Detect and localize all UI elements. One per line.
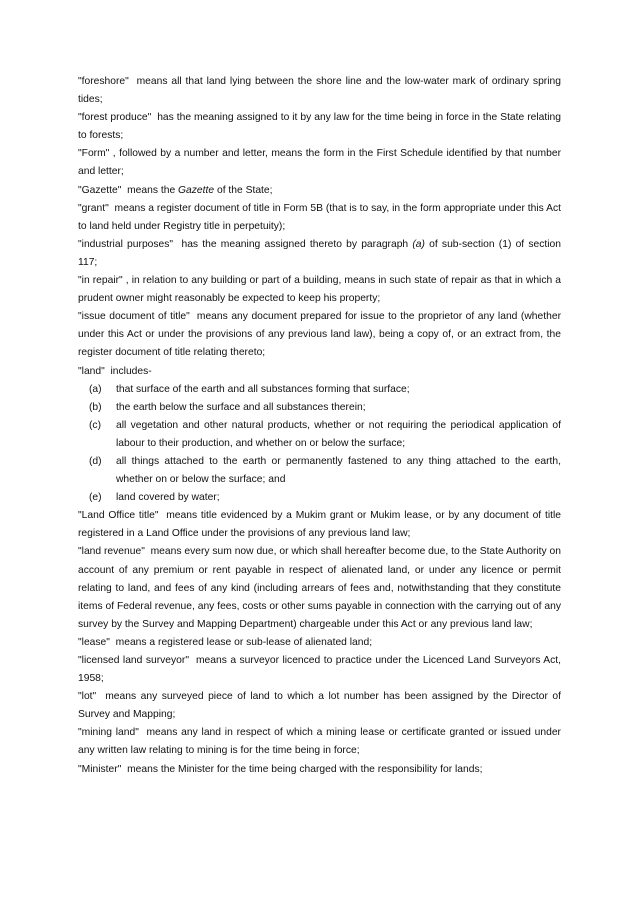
definition-text: of the State; (214, 184, 273, 196)
definition-lot (78, 688, 561, 724)
list-item-label: (c) (89, 419, 102, 431)
definition-land-revenue (78, 543, 561, 633)
definition-foreshore (78, 73, 561, 109)
list-item (78, 489, 561, 507)
list-item (78, 453, 561, 489)
definition-text: means any document prepared for issue to the proprietor of any land (whether under this Act or under the provisions of any previous land law), being a copy of, or an extract from, the register document of title relating thereto; (78, 311, 561, 359)
list-item-label: (d) (89, 455, 102, 467)
definition-term: "land revenue" (78, 546, 151, 558)
definition-term: "Gazette" (78, 184, 128, 196)
list-item-text: the earth below the surface and all substances therein; (116, 401, 366, 413)
definition-land-office-title (78, 507, 561, 543)
definition-text: means title evidenced by a Mukim grant or Mukim lease, or by any document of title registered in a Land Office under the provisions of any previous land law; (78, 510, 561, 540)
definition-text: followed by a number and letter, means the form in the First Schedule identified by that number and letter; (78, 148, 561, 178)
definition-text: of sub-section (1) of section 117; (78, 238, 561, 268)
definition-term: "in repair" , (78, 275, 132, 287)
definition-mining-land (78, 724, 561, 760)
definition-text: means any surveyed piece of land to which a lot number has been assigned by the Director of Survey and Mapping; (78, 691, 561, 721)
definition-term: "land" (78, 365, 111, 377)
list-item (78, 417, 561, 453)
land-includes-list (78, 381, 561, 508)
list-item-text: land covered by water; (116, 492, 220, 504)
list-item-label: (a) (89, 383, 102, 395)
definition-industrial-purposes (78, 236, 561, 272)
list-item (78, 399, 561, 417)
definition-emphasis: (a) (412, 238, 425, 250)
document-page (78, 73, 561, 779)
definition-term: "issue document of title" (78, 311, 197, 323)
definition-text: in relation to any building or part of a building, means in such state of repair as that in which a prudent owner might reasonably be expected to keep his property; (78, 275, 562, 305)
definition-in-repair (78, 272, 561, 308)
definition-issue-document-of-title (78, 308, 561, 362)
definition-text: means the (127, 184, 179, 196)
definition-text: means the Minister for the time being charged with the responsibility for lands; (127, 763, 483, 775)
definition-gazette (78, 182, 561, 200)
definition-forest-produce (78, 109, 561, 145)
definition-term: "Minister" (78, 763, 128, 775)
definition-text: means a surveyor licenced to practice under the Licenced Land Surveyors Act, 1958; (78, 655, 561, 685)
list-item-text: that surface of the earth and all substances forming that surface; (116, 383, 410, 395)
list-item-text: all vegetation and other natural products, whether or not requiring the periodical application of labour to their production, and whether on or below the surface; (116, 419, 561, 449)
definition-text: means a registered lease or sub-lease of alienated land; (115, 636, 373, 648)
definition-text: means all that land lying between the shore line and the low-water mark of ordinary spring tides; (78, 76, 561, 106)
definition-text: has the meaning assigned thereto by paragraph (181, 238, 413, 250)
definition-licensed-land-surveyor (78, 652, 561, 688)
definition-term: "lot" (78, 691, 106, 703)
definition-form (78, 145, 561, 181)
definition-lease (78, 634, 561, 652)
definition-term: "lease" (78, 636, 116, 648)
definition-land (78, 363, 561, 381)
definition-text: has the meaning assigned to it by any law for the time being in force in the State relating to forests; (78, 112, 561, 142)
definition-term: "Land Office title" (78, 510, 167, 522)
list-item (78, 381, 561, 399)
list-item-text: all things attached to the earth or permanently fastened to any thing attached to the earth, whether on or below the surface; and (116, 455, 561, 486)
definition-text: means every sum now due, or which shall hereafter become due, to the State Authority on account of any premium or rent payable in respect of alienated land, or under any licence or permit relating to land, and fees of any kind (including arrears of fees and, notwithstanding that they constitute items of Federal revenue, any fees, costs or other sums payable in connection with the carrying out of any survey by the Survey and Mapping Department) chargeable under this Act or any previous land law; (78, 546, 561, 630)
definition-emphasis: Gazette (178, 184, 215, 196)
list-item-label: (b) (89, 401, 102, 413)
list-item-label: (e) (89, 492, 102, 504)
definition-term: "Form" , (78, 148, 120, 160)
definition-term: "forest produce" (78, 112, 158, 124)
definition-term: "foreshore" (78, 76, 137, 87)
definition-term: "grant" (78, 202, 115, 214)
definition-term: "industrial purposes" (78, 238, 182, 250)
definition-text: includes- (110, 365, 152, 377)
definition-grant (78, 200, 561, 236)
definition-text: means a register document of title in Form 5B (that is to say, in the form appropriate under this Act to land held under Registry title in perpetuity); (78, 202, 561, 232)
definition-minister (78, 761, 561, 779)
definition-term: "licensed land surveyor" (78, 655, 196, 666)
definition-text: means any land in respect of which a mining lease or certificate granted or issued under any written law relating to mining is for the time being in force; (78, 727, 561, 757)
definition-term: "mining land" (78, 727, 147, 739)
